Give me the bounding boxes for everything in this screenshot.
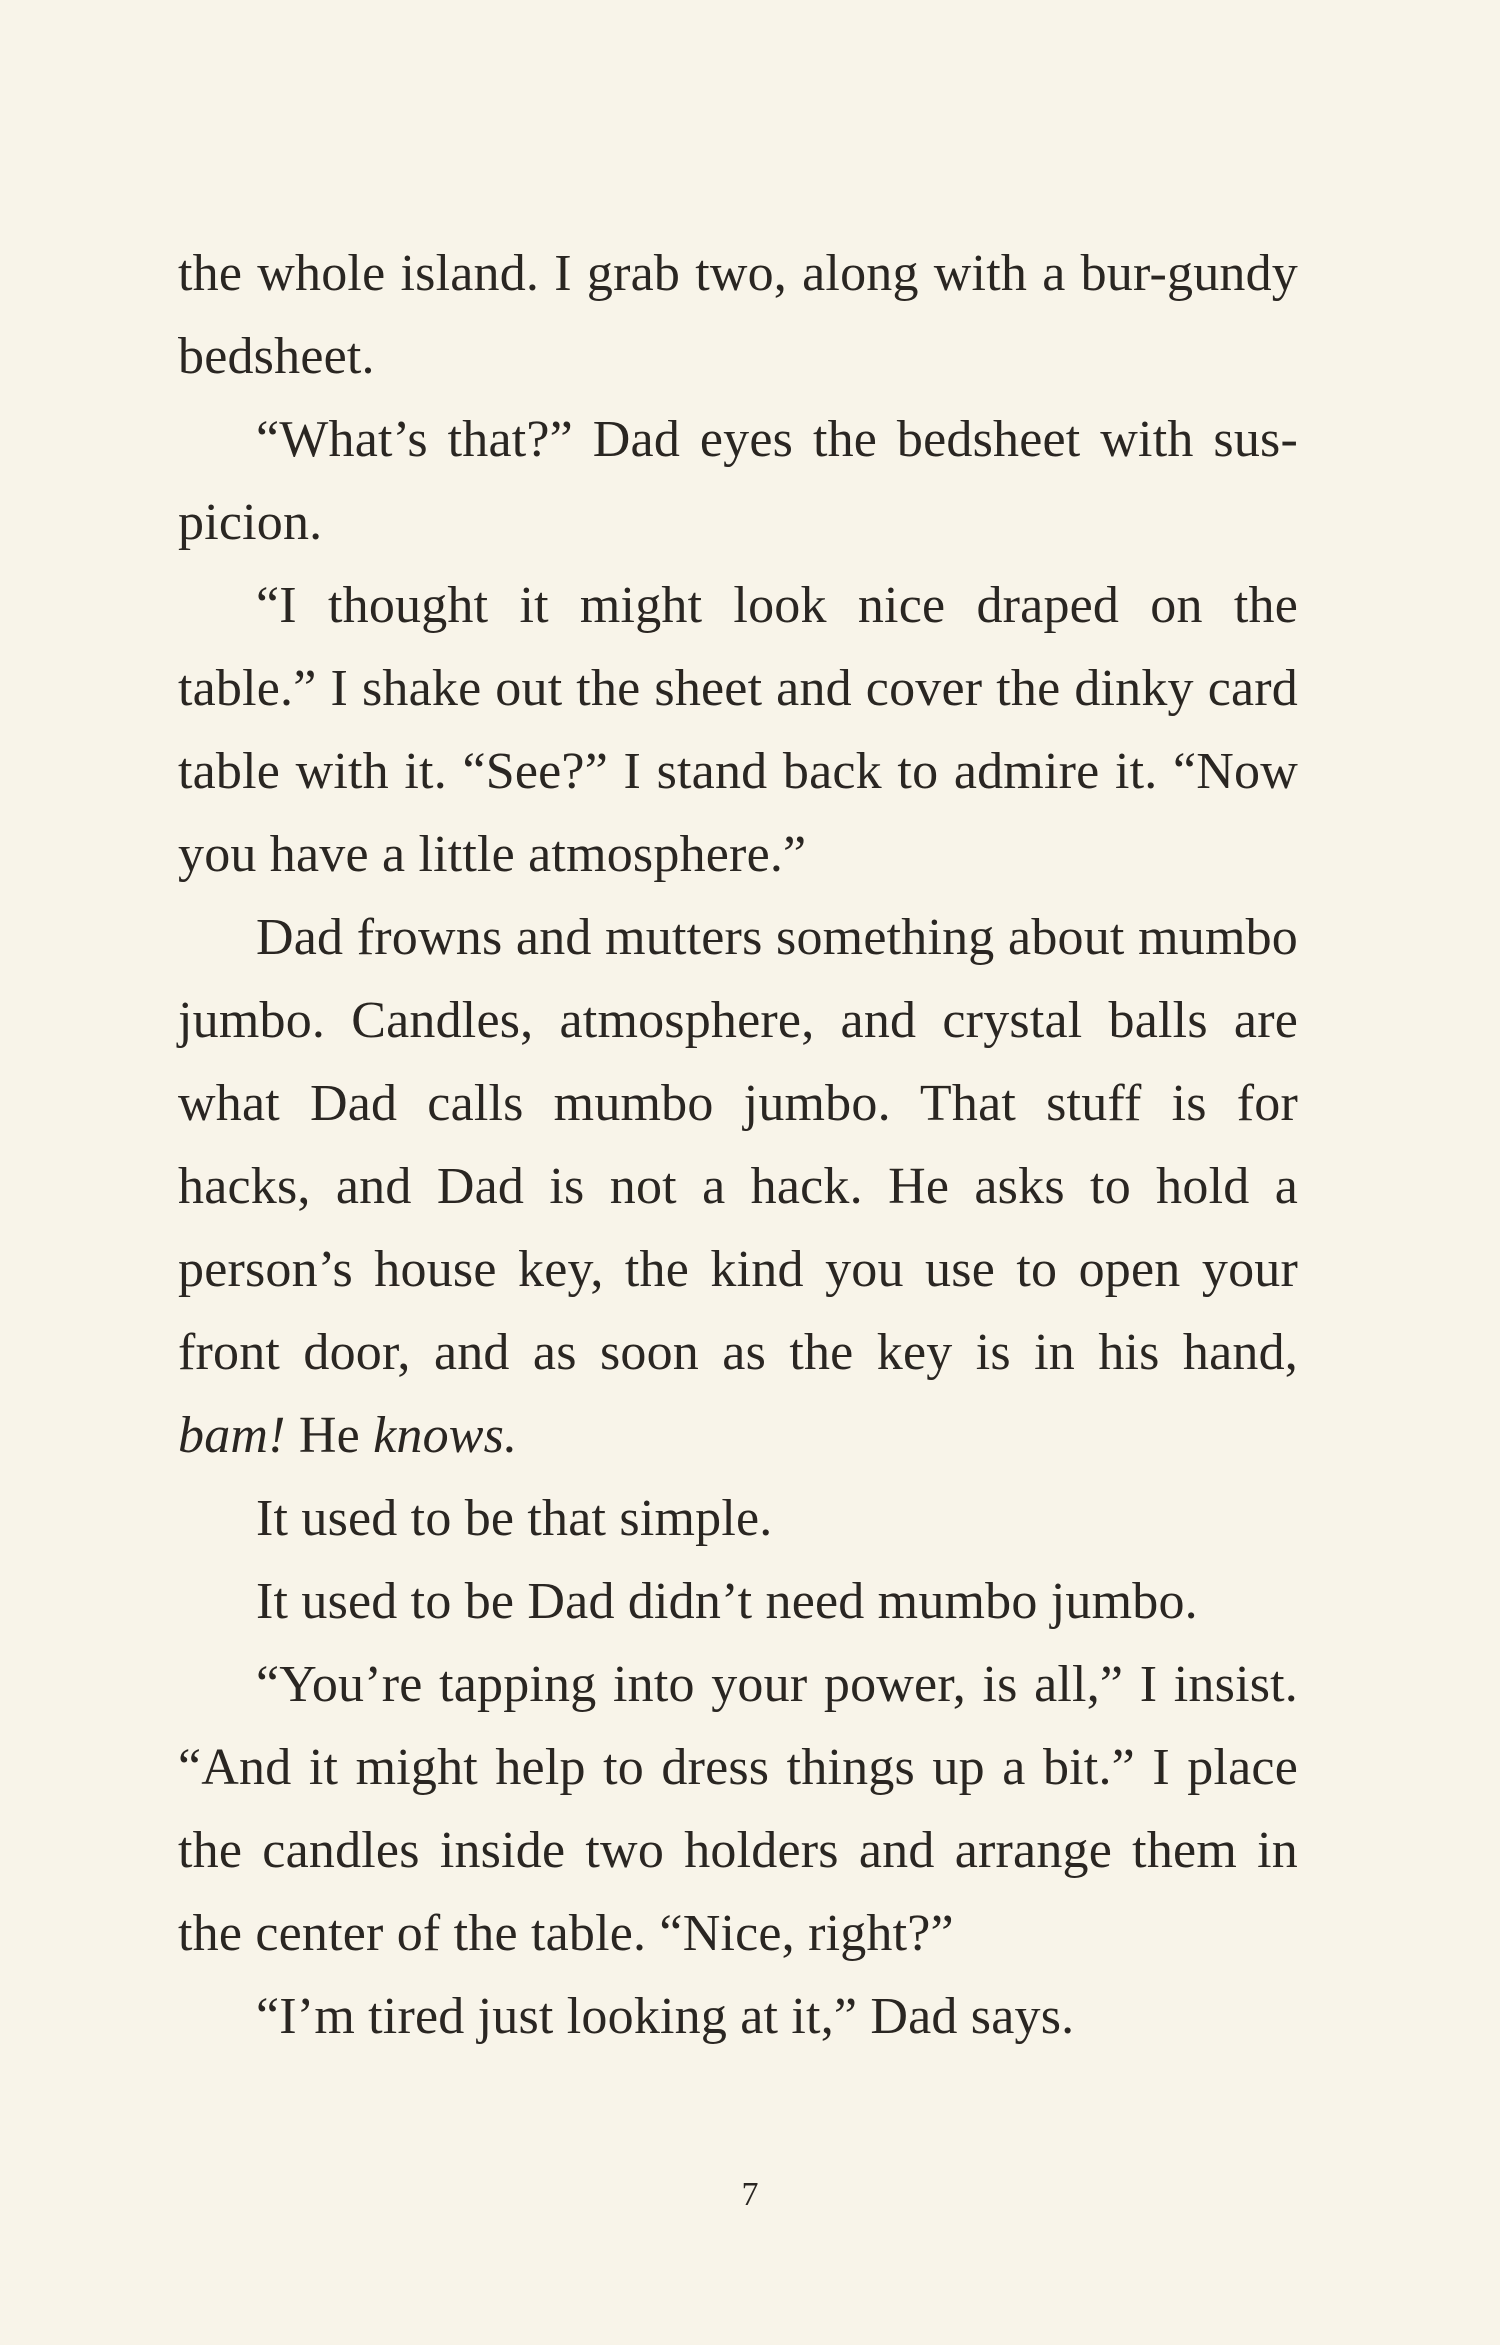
paragraph bbox=[178, 1477, 1298, 1560]
text-run: Dad frowns and mutters something about mumbo jumbo. Candles, atmosphere, and crystal balls are what Dad calls mumbo jumbo. That stuff is for hacks, and Dad is not a hack. He asks to hold a person’s house key, the kind you use to open your front door, and as soon as the key is in his hand, bbox=[178, 909, 1298, 1381]
paragraph bbox=[178, 1975, 1298, 2058]
paragraph bbox=[178, 896, 1298, 1477]
text-run: “You’re tapping into your power, is all,” I insist. “And it might help to dress things up a bit.” I place the candles inside two holders and arrange them in the center of the table. “Nice, right?” bbox=[178, 1656, 1298, 1962]
paragraph bbox=[178, 1643, 1298, 1975]
text-run: He bbox=[285, 1407, 374, 1464]
text-run: It used to be Dad didn’t need mumbo jumbo. bbox=[256, 1573, 1198, 1630]
italic-text-run: knows. bbox=[373, 1407, 518, 1464]
text-run: the whole island. I grab two, along with a bur-gundy bedsheet. bbox=[178, 245, 1298, 385]
italic-text-run: bam! bbox=[178, 1407, 286, 1464]
text-run: It used to be that simple. bbox=[256, 1490, 773, 1547]
paragraph bbox=[178, 232, 1298, 398]
page-number: 7 bbox=[741, 2176, 759, 2213]
body-text bbox=[178, 232, 1298, 2058]
text-run: “I’m tired just looking at it,” Dad says. bbox=[256, 1988, 1075, 2045]
paragraph bbox=[178, 564, 1298, 896]
paragraph bbox=[178, 1560, 1298, 1643]
paragraph bbox=[178, 398, 1298, 564]
text-run: “I thought it might look nice draped on the table.” I shake out the sheet and cover the dinky card table with it. “See?” I stand back to admire it. “Now you have a little atmosphere.” bbox=[178, 577, 1298, 883]
text-run: “What’s that?” Dad eyes the bedsheet with sus-picion. bbox=[178, 411, 1298, 551]
